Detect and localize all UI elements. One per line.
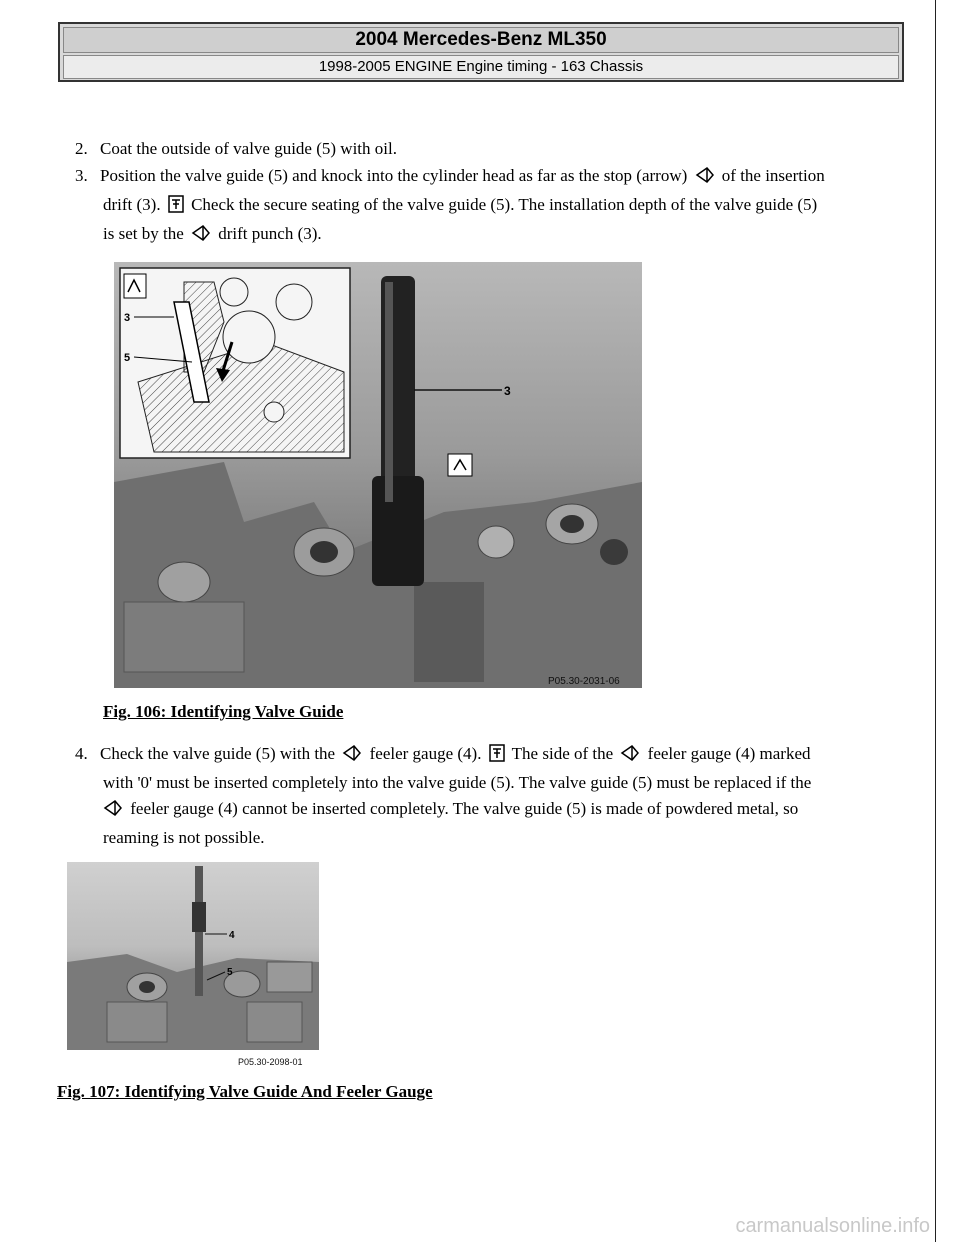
header-subtitle: 1998-2005 ENGINE Engine timing - 163 Chassis	[63, 55, 899, 79]
figure-107-image	[67, 862, 319, 1050]
special-tool-icon[interactable]	[342, 744, 362, 770]
step-text: drift (3).	[103, 195, 161, 214]
step-text: The side of the	[511, 744, 614, 763]
step-text: is set by the	[103, 224, 184, 243]
callout-label: 4	[229, 930, 235, 941]
step-4	[75, 741, 935, 851]
figure-107-id: P05.30-2098-01	[238, 1057, 303, 1067]
callout-label: 3	[504, 384, 511, 398]
note-icon[interactable]	[168, 195, 184, 221]
step-3	[75, 163, 935, 250]
step-number: 4.	[75, 744, 88, 763]
special-tool-icon[interactable]	[103, 799, 123, 825]
page-edge-rule	[935, 0, 936, 1242]
figure-106-image	[114, 262, 642, 688]
step-text: reaming is not possible.	[103, 828, 265, 847]
step-text: Check the secure seating of the valve guide (5). The installation depth of the valve guide (5)	[191, 195, 818, 214]
figure-106-caption[interactable]: Fig. 106: Identifying Valve Guide	[103, 702, 344, 721]
step-text: feeler gauge (4) marked	[647, 744, 811, 763]
step-text: with '0' must be inserted completely into the valve guide (5). The valve guide (5) must be replaced if the	[103, 773, 812, 792]
step-text: Coat the outside of valve guide (5) with oil.	[100, 139, 397, 158]
step-text: feeler gauge (4) cannot be inserted completely. The valve guide (5) is made of powdered metal, so	[130, 799, 799, 818]
step-text: Position the valve guide (5) and knock into the cylinder head as far as the stop (arrow)	[100, 166, 688, 185]
page-header	[58, 22, 904, 82]
step-text: drift punch (3).	[218, 224, 322, 243]
step-text: of the insertion	[721, 166, 825, 185]
note-icon[interactable]	[489, 744, 505, 770]
callout-label: 3	[124, 312, 131, 324]
step-number: 3.	[75, 166, 88, 185]
header-title: 2004 Mercedes-Benz ML350	[63, 27, 899, 53]
figure-107-caption[interactable]: Fig. 107: Identifying Valve Guide And Feeler Gauge	[57, 1082, 433, 1101]
step-text: feeler gauge (4).	[369, 744, 482, 763]
callout-label: 5	[124, 352, 131, 364]
special-tool-icon[interactable]	[191, 224, 211, 250]
step-2	[75, 136, 397, 162]
callout-label: 5	[227, 967, 233, 978]
special-tool-icon[interactable]	[695, 166, 715, 192]
special-tool-icon[interactable]	[620, 744, 640, 770]
watermark: carmanualsonline.info	[735, 1215, 930, 1237]
step-number: 2.	[75, 139, 88, 158]
step-text: Check the valve guide (5) with the	[100, 744, 336, 763]
figure-106-id: P05.30-2031-06	[548, 676, 620, 687]
